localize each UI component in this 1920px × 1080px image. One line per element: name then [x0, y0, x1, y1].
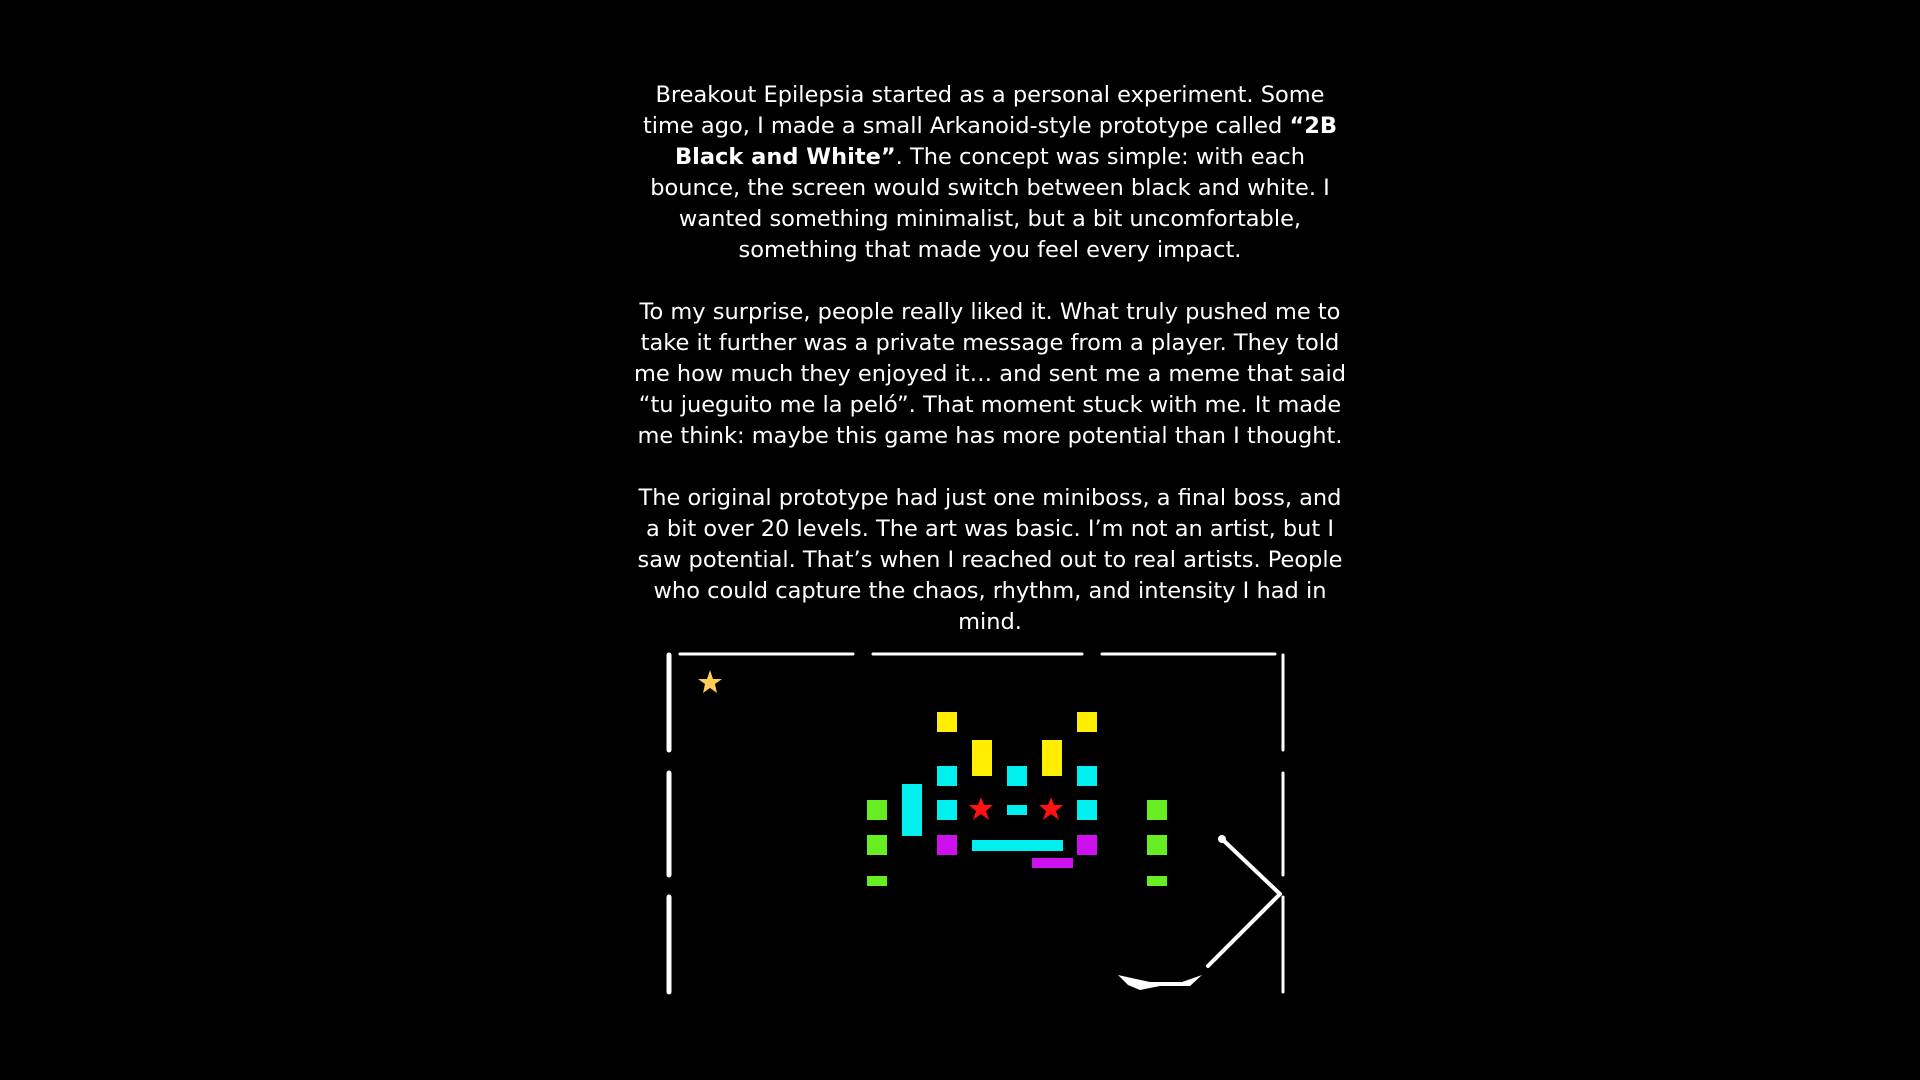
paragraph-1-intro: Breakout Epilepsia started as a personal experiment. Some time ago, I made a small Arkanoid-style prototype called [642, 82, 1325, 139]
yellow-brick [972, 740, 992, 776]
cyan-brick [1077, 766, 1097, 786]
green-brick [867, 800, 887, 820]
cyan-brick [1077, 800, 1097, 820]
star-icon [969, 797, 993, 820]
paragraph-2: To my surprise, people really liked it. What truly pushed me to take it further was a private message from a player. They told me how much they enjoyed it… and sent me a meme that said “tu jueguito me la peló”. That moment stuck with me. It made me think: maybe this game has more potential than I thought. [634, 299, 1346, 449]
star-icon [1039, 797, 1063, 820]
yellow-brick [937, 712, 957, 732]
green-brick [1147, 800, 1167, 820]
prototype-title: “2B Black and White” [674, 113, 1338, 170]
green-brick [867, 835, 887, 855]
magenta-brick [1077, 835, 1097, 855]
arena-walls [669, 654, 1283, 992]
green-brick [1147, 835, 1167, 855]
green-brick [1147, 876, 1167, 886]
paragraph-1-rest: . The concept was simple: with each bounce, the screen would switch between black and white. I wanted something minimalist, but a bit uncomfortable, something that made you feel every impact. [650, 144, 1330, 263]
gold-star-icon [698, 670, 722, 693]
ball [1218, 835, 1226, 843]
paragraph-3: The original prototype had just one miniboss, a final boss, and a bit over 20 levels. The art was basic. I’m not an artist, but I saw potential. That’s when I reached out to real artists. People who could capture the chaos, rhythm, and intensity I had in mind. [637, 485, 1343, 635]
magenta-brick [1032, 858, 1073, 868]
cyan-brick [937, 800, 957, 820]
cyan-brick [1007, 805, 1027, 815]
cyan-brick [1007, 766, 1027, 786]
cyan-brick [902, 784, 922, 836]
boss-bricks [867, 712, 1167, 886]
yellow-brick [1042, 740, 1062, 776]
cyan-brick [972, 840, 1063, 851]
bounce-path [1208, 835, 1280, 966]
green-brick [867, 876, 887, 886]
magenta-brick [937, 835, 957, 855]
cyan-brick [937, 766, 957, 786]
yellow-brick [1077, 712, 1097, 732]
paddle [1118, 975, 1202, 990]
